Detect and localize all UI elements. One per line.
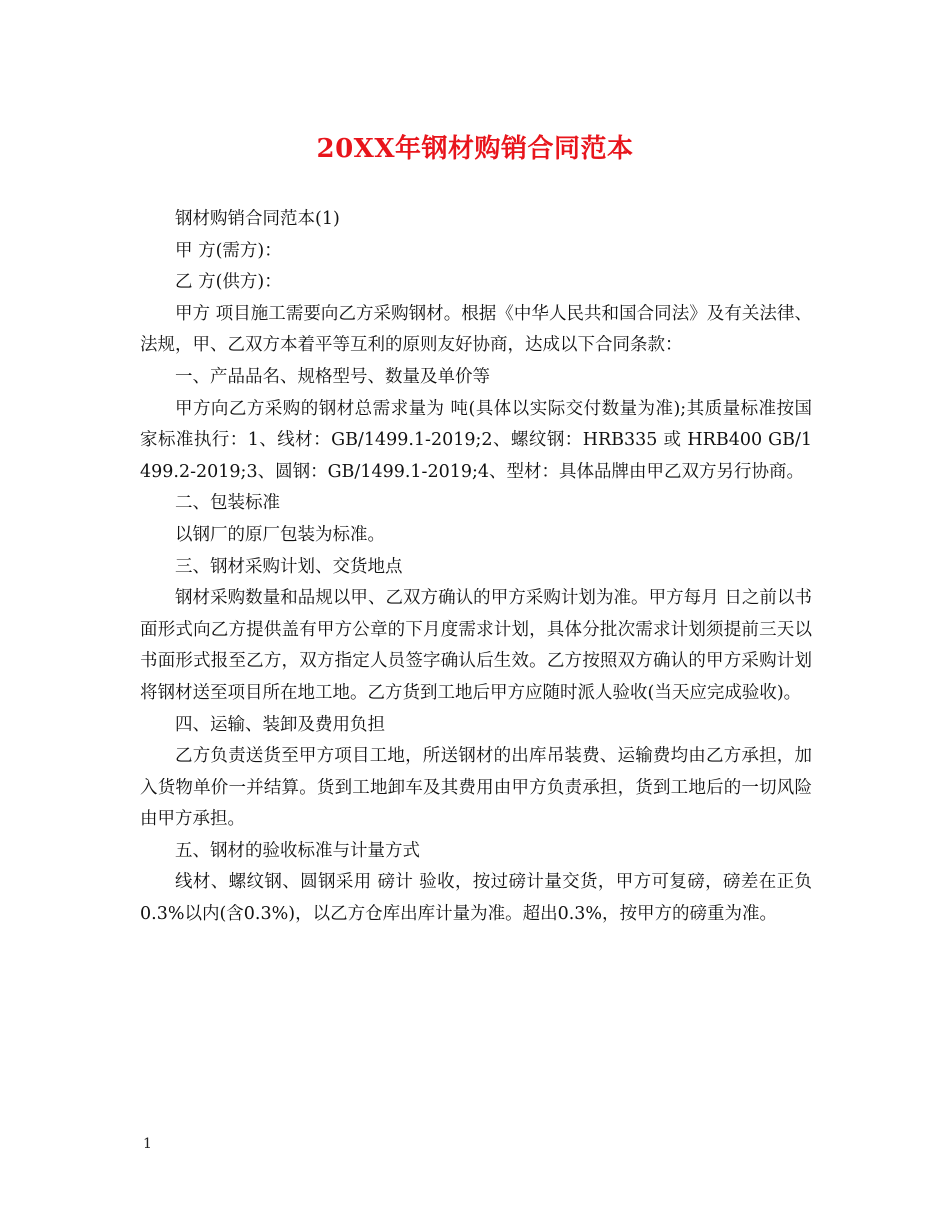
document-body [140,204,812,931]
paragraph-section-1: 甲方向乙方采购的钢材总需求量为 吨(具体以实际交付数量为准);其质量标准按国家标准执行：1、线材：GB/1499.1-2019;2、螺纹钢：HRB335 或 HRB400 GB/1499.2-2019;3、圆钢：GB/1499.1-2019;4、型材：具体品牌由甲乙双方另行协商。 [140,398,812,482]
paragraph-preamble: 甲方 项目施工需要向乙方采购钢材。根据《中华人民共和国合同法》及有关法律、法规，甲、乙双方本着平等互利的原则友好协商，达成以下合同条款： [140,303,812,356]
section-heading-2: 二、包装标准 [175,493,280,514]
section-heading-1: 一、产品品名、规格型号、数量及单价等 [175,366,490,387]
paragraph-section-2: 以钢厂的原厂包装为标准。 [175,524,385,545]
paragraph-contract-heading: 钢材购销合同范本(1) [175,209,340,229]
paragraph-section-3: 钢材采购数量和品规以甲、乙双方确认的甲方采购计划为准。甲方每月 日之前以书面形式向乙方提供盖有甲方公章的下月度需求计划，具体分批次需求计划须提前三天以书面形式报至乙方，双方指定人员签字确认后生效。乙方按照双方确认的甲方采购计划将钢材送至项目所在地工地。乙方货到工地后甲方应随时派人验收(当天应完成验收)。 [140,588,812,703]
document-title: 20XX年钢材购销合同范本 [316,134,634,164]
section-heading-5: 五、钢材的验收标准与计量方式 [175,840,420,861]
paragraph-section-5: 线材、螺纹钢、圆钢采用 磅计 验收，按过磅计量交货，甲方可复磅，磅差在正负0.3%以内(含0.3%)，以乙方仓库出库计量为准。超出0.3%，按甲方的磅重为准。 [140,872,812,925]
paragraph-party-a: 甲 方(需方)： [175,240,282,261]
section-heading-3: 三、钢材采购计划、交货地点 [175,556,403,577]
section-heading-4: 四、运输、装卸及费用负担 [175,714,385,735]
paragraph-party-b: 乙 方(供方)： [175,272,282,293]
paragraph-section-4: 乙方负责送货至甲方项目工地，所送钢材的出库吊装费、运输费均由乙方承担，加入货物单价一并结算。货到工地卸车及其费用由甲方负责承担，货到工地后的一切风险由甲方承担。 [140,746,812,830]
page-number: 1 [143,1136,152,1152]
